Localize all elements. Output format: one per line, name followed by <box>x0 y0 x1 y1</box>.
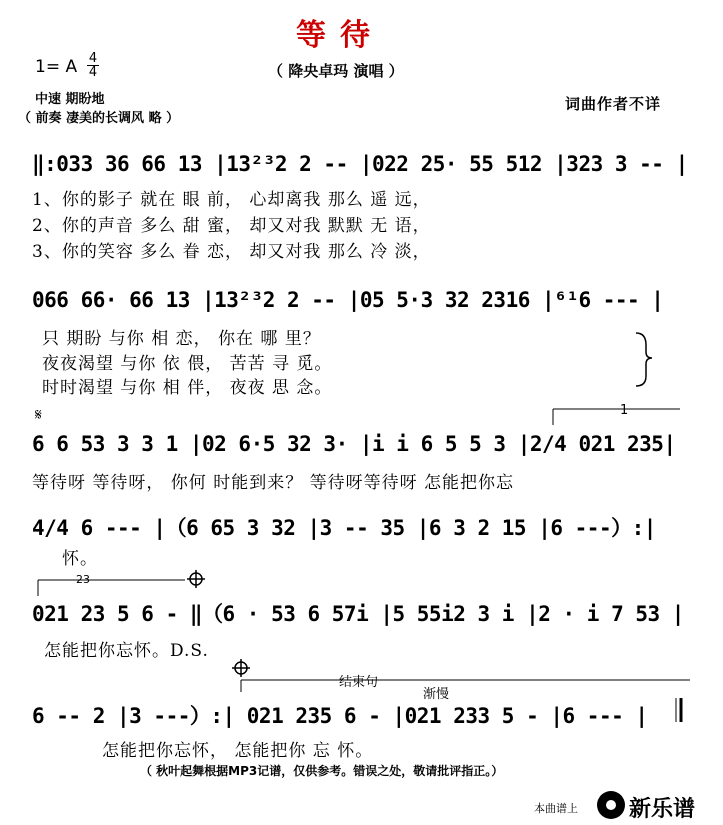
lyric-line-2-verse-2: 夜夜渴望 与你 依 偎， 苦苦 寻 觅。 <box>42 354 333 374</box>
notation-line-5: 021 23 5 6 - ‖（6 · 53 6 57i |5 55i2 3 i |2 · i 7 53 | <box>32 602 684 626</box>
segno-sign: 𝄋 <box>35 405 42 424</box>
lyric-line-2-verse-1: 只 期盼 与你 相 恋， 你在 哪 里？ <box>42 329 321 349</box>
notation-line-3: 6 6 53 3 3 1 |02 6·5 32 3· |i i 6 5 5 3 |2/4 021 235| <box>32 432 676 456</box>
lyric-line-1-verse-3: 3、你的笑容 多么 眷 恋， 却又对我 那么 冷 淡， <box>32 242 431 262</box>
key-label: 1= A <box>35 57 78 77</box>
ending-label: 结束句 <box>339 675 379 690</box>
lyric-line-5: 怎能把你忘怀。D.S. <box>44 641 209 661</box>
volta-23-label: 23 <box>76 573 90 586</box>
lyric-line-1-verse-2: 2、你的声音 多么 甜 蜜， 却又对我 默默 无 语， <box>32 216 431 236</box>
composer-credit: 词曲作者不详 <box>565 95 662 113</box>
slower-label: 渐慢 <box>423 687 450 702</box>
time-sig-bottom: 4 <box>88 65 98 80</box>
lyric-line-1-verse-1: 1、你的影子 就在 眼 前， 心却离我 那么 遥 远， <box>32 190 431 210</box>
volta-1-label: 1 <box>620 403 629 418</box>
intro-note: （ 前奏 凄美的长调风 略 ） <box>18 111 180 126</box>
notation-line-2: 066 66· 66 13 |13²³2 2 -- |05 5·3 32 2316 |⁶¹6 --- | <box>32 288 664 312</box>
lyric-line-6: 怎能把你忘怀， 怎能把你 忘 怀。 <box>102 741 374 761</box>
lyric-line-4: 怀。 <box>62 549 98 569</box>
lyric-line-2-verse-3: 时时渴望 与你 相 伴， 夜夜 思 念。 <box>42 378 333 398</box>
source-label: 本曲谱上 <box>534 802 578 815</box>
notation-line-1: ‖:033 36 66 13 |13²³2 2 -- |022 25· 55 512 |323 3 -- | <box>32 152 688 176</box>
singer-credit: （ 降央卓玛 演唱 ） <box>268 62 404 80</box>
notation-line-4: 4/4 6 --- |（6 65 3 32 |3 -- 35 |6 3 2 15 |6 ---）:| <box>32 516 656 540</box>
brand-name: 新乐谱 <box>629 797 696 822</box>
coda-icon-ending <box>232 659 250 677</box>
lyric-line-3: 等待呀 等待呀， 你何 时能到来？ 等待呀等待呀 怎能把你忘 <box>32 473 515 493</box>
song-title: 等待 <box>296 18 384 53</box>
footer-note: （ 秋叶起舞根据MP3记谱，仅供参考。错误之处，敬请批评指正。） <box>140 764 504 778</box>
notation-line-6: 6 -- 2 |3 ---）:| 021 235 6 - |021 233 5 - |6 --- | <box>32 704 648 728</box>
tempo-marking: 中速 期盼地 <box>35 92 105 107</box>
time-sig-top: 4 <box>88 51 98 66</box>
coda-icon <box>187 570 205 588</box>
verse-brace <box>636 333 652 386</box>
